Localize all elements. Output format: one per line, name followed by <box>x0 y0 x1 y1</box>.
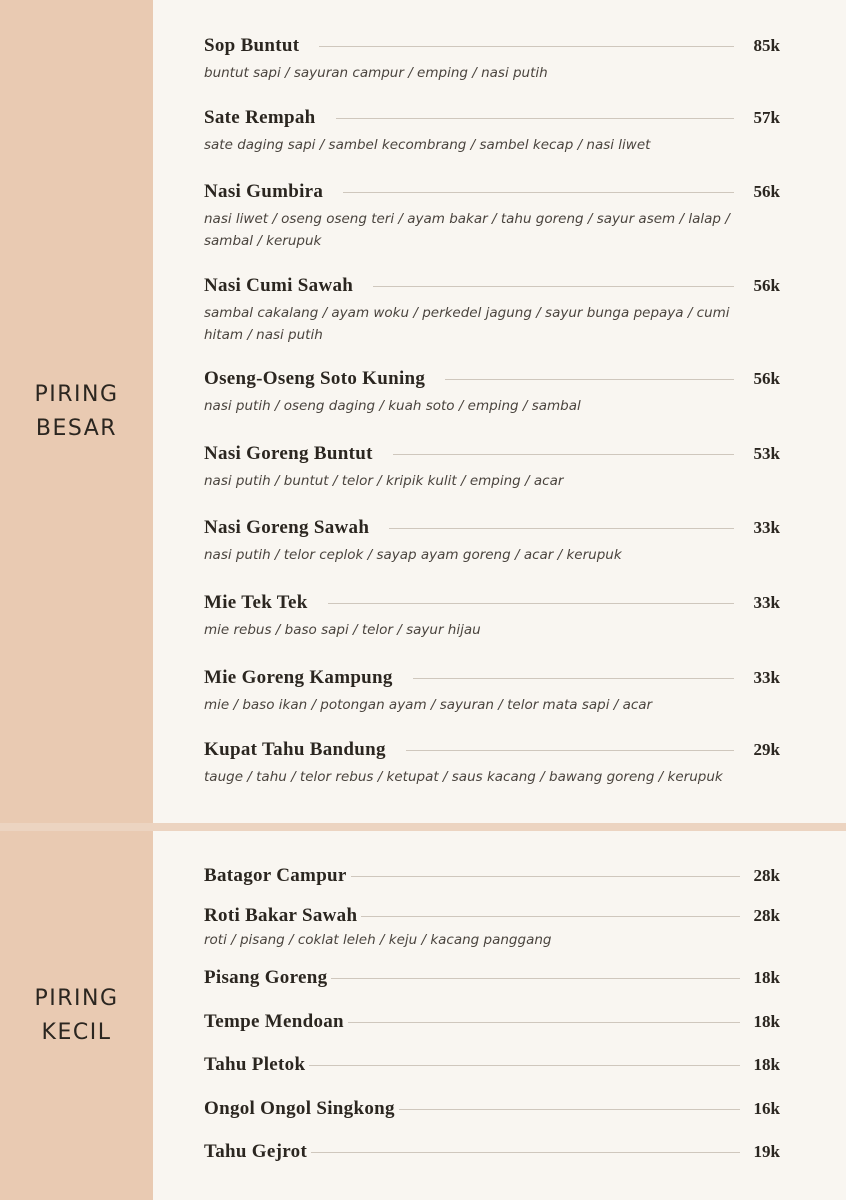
leader-line <box>406 750 734 751</box>
leader-line <box>393 454 734 455</box>
section-label-panel <box>0 0 153 823</box>
section-divider <box>0 823 846 831</box>
item-name: Pisang Goreng <box>204 967 328 988</box>
item-name: Nasi Goreng Sawah <box>204 517 370 538</box>
item-price: 85k <box>753 36 780 55</box>
leader-line <box>348 1022 740 1023</box>
section-label-panel <box>0 831 153 1200</box>
item-price: 19k <box>753 1142 780 1161</box>
item-description: nasi putih / telor ceplok / sayap ayam goreng / acar / kerupuk <box>204 547 622 563</box>
item-description: nasi putih / buntut / telor / kripik kulit / emping / acar <box>204 473 564 489</box>
item-price: 29k <box>753 740 780 759</box>
item-name: Kupat Tahu Bandung <box>204 739 386 760</box>
item-price: 18k <box>753 1055 780 1074</box>
item-description: roti / pisang / coklat leleh / keju / kacang panggang <box>204 932 552 948</box>
item-price: 18k <box>753 968 780 987</box>
item-price: 56k <box>753 276 780 295</box>
item-description: sambal cakalang / ayam woku / perkedel jagung / sayur bunga pepaya / cumi hitam / nasi putih <box>204 305 730 343</box>
menu-item <box>204 665 780 716</box>
leader-line <box>309 1065 739 1066</box>
item-price: 16k <box>753 1099 780 1118</box>
menu-item <box>204 965 780 991</box>
leader-line <box>399 1109 740 1110</box>
item-description: nasi liwet / oseng oseng teri / ayam bakar / tahu goreng / sayur asem / lalap / sambal / kerupuk <box>204 211 730 249</box>
item-name: Sate Rempah <box>204 107 316 128</box>
item-price: 53k <box>753 444 780 463</box>
item-price: 28k <box>753 866 780 885</box>
item-price: 18k <box>753 1012 780 1031</box>
item-name: Roti Bakar Sawah <box>204 905 358 926</box>
item-name: Ongol Ongol Singkong <box>204 1098 395 1119</box>
section-piring-kecil <box>0 831 846 1200</box>
item-name: Tahu Gejrot <box>204 1141 308 1162</box>
leader-line <box>413 678 734 679</box>
menu-item <box>204 1096 780 1122</box>
menu-item <box>204 903 780 951</box>
item-price: 33k <box>753 518 780 537</box>
section-label-line2: BESAR <box>35 415 118 441</box>
item-name: Tempe Mendoan <box>204 1011 344 1032</box>
item-description: mie / baso ikan / potongan ayam / sayuran / telor mata sapi / acar <box>204 697 653 713</box>
menu-item <box>204 1052 780 1078</box>
leader-line <box>361 916 739 917</box>
leader-line <box>373 286 733 287</box>
item-description: sate daging sapi / sambel kecombrang / sambel kecap / nasi liwet <box>204 137 651 153</box>
menu-item <box>204 590 780 641</box>
section-label-line2: KECIL <box>41 1019 112 1045</box>
menu-item <box>204 515 780 566</box>
menu-item <box>204 441 780 492</box>
section-label-line1: PIRING <box>34 985 119 1011</box>
leader-line <box>389 528 733 529</box>
leader-line <box>343 192 733 193</box>
section-label-line1: PIRING <box>34 381 119 407</box>
leader-line <box>336 118 734 119</box>
item-description: mie rebus / baso sapi / telor / sayur hijau <box>204 622 481 638</box>
leader-line <box>311 1152 739 1153</box>
menu-item <box>204 179 780 252</box>
menu-item <box>204 366 780 417</box>
item-name: Nasi Goreng Buntut <box>204 443 373 464</box>
menu-item <box>204 863 780 889</box>
leader-line <box>351 876 740 877</box>
item-price: 57k <box>753 108 780 127</box>
item-price: 33k <box>753 668 780 687</box>
item-name: Sop Buntut <box>204 35 300 56</box>
item-price: 33k <box>753 593 780 612</box>
leader-line <box>319 46 733 47</box>
item-description: buntut sapi / sayuran campur / emping / nasi putih <box>204 65 548 81</box>
item-price: 28k <box>753 906 780 925</box>
item-name: Mie Goreng Kampung <box>204 667 393 688</box>
menu-item <box>204 1139 780 1165</box>
menu-item <box>204 273 780 346</box>
item-name: Nasi Gumbira <box>204 181 324 202</box>
leader-line <box>331 978 739 979</box>
item-name: Mie Tek Tek <box>204 592 308 613</box>
leader-line <box>445 379 733 380</box>
item-name: Nasi Cumi Sawah <box>204 275 354 296</box>
menu-item <box>204 737 780 788</box>
item-price: 56k <box>753 182 780 201</box>
item-price: 56k <box>753 369 780 388</box>
item-name: Tahu Pletok <box>204 1054 306 1075</box>
menu-item <box>204 105 780 156</box>
menu-item <box>204 33 780 84</box>
item-description: tauge / tahu / telor rebus / ketupat / saus kacang / bawang goreng / kerupuk <box>204 769 723 785</box>
item-name: Batagor Campur <box>204 865 347 886</box>
item-name: Oseng-Oseng Soto Kuning <box>204 368 426 389</box>
menu-item <box>204 1009 780 1035</box>
leader-line <box>328 603 734 604</box>
item-description: nasi putih / oseng daging / kuah soto / emping / sambal <box>204 398 581 414</box>
